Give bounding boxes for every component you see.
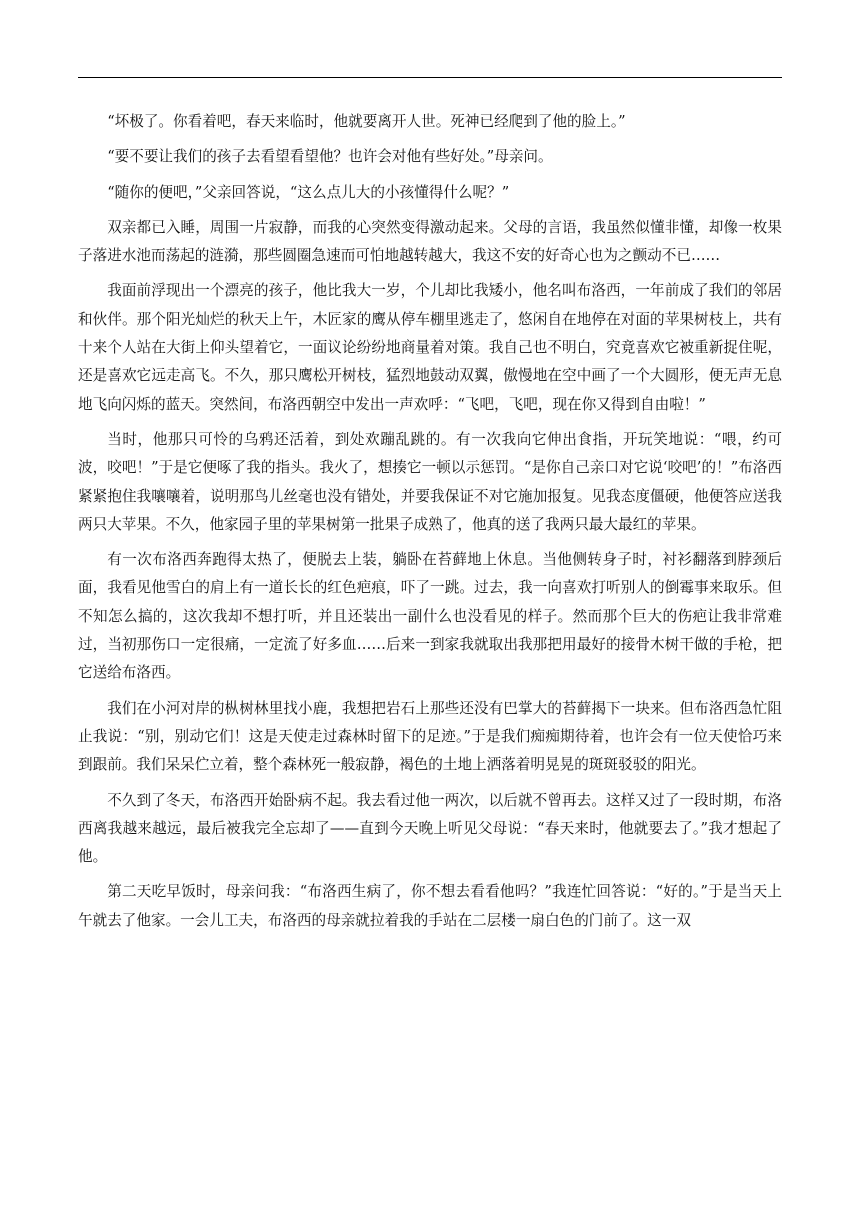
paragraph: “坏极了。你看着吧，春天来临时，他就要离开人世。死神已经爬到了他的脸上。” <box>107 113 626 130</box>
paragraph: “随你的便吧，”父亲回答说，“这么点儿大的小孩懂得什么呢？” <box>107 183 510 201</box>
paragraph: 第二天吃早饭时，母亲问我：“布洛西生病了，你不想去看看他吗？”我连忙回答说：“好的。”于是当天上午就去了他家。一会儿工夫，布洛西的母亲就拉着我的手站在二层楼一扇白色的门前了。这一双 <box>78 883 782 929</box>
paragraph: “要不要让我们的孩子去看望看望他？也许会对他有些好处。”母亲问。 <box>107 148 553 166</box>
body-text <box>78 108 782 935</box>
paragraph: 双亲都已入睡，周围一片寂静，而我的心突然变得激动起来。父母的言语，我虽然似懂非懂，却像一枚果子落进水池而荡起的涟漪，那些圆圈急速而可怕地越转越大，我这不安的好奇心也为之颤动不已…… <box>78 218 782 265</box>
header-rule <box>78 77 782 78</box>
paragraph: 我们在小河对岸的枞树林里找小鹿，我想把岩石上那些还没有巴掌大的苔藓揭下一块来。但布洛西急忙阻止我说：“别，别动它们！这是天使走过森林时留下的足迹。”于是我们痴痴期待着，也许会有一位天使恰巧来到跟前。我们呆呆伫立着，整个森林死一般寂静，褐色的土地上洒落着明晃晃的斑斑驳驳的阳光。 <box>78 699 782 774</box>
paragraph: 我面前浮现出一个漂亮的孩子，他比我大一岁，个儿却比我矮小，他名叫布洛西，一年前成了我们的邻居和伙伴。那个阳光灿烂的秋天上午，木匠家的鹰从停车棚里逃走了，悠闲自在地停在对面的苹果树枝上，共有十来个人站在大街上仰头望着它，一面议论纷纷地商量着对策。我自己也不明白，究竟喜欢它被重新捉住呢，还是喜欢它远走高飞。不久，那只鹰松开树枝，猛烈地鼓动双翼，傲慢地在空中画了一个大圆形，便无声无息地飞向闪烁的蓝天。突然间，布洛西朝空中发出一声欢呼：“飞吧，飞吧，现在你又得到自由啦！” <box>78 282 782 413</box>
paragraph: 当时，他那只可怜的乌鸦还活着，到处欢蹦乱跳的。有一次我向它伸出食指，开玩笑地说：“喂，约可波，咬吧！”于是它便啄了我的指头。我火了，想揍它一顿以示惩罚。“是你自己亲口对它说‘咬吧’的！”布洛西紧紧抱住我嚷嚷着，说明那鸟儿丝毫也没有错处，并要我保证不对它施加报复。见我态度僵硬，他便答应送我两只大苹果。不久，他家园子里的苹果树第一批果子成熟了，他真的送了我两只最大最红的苹果。 <box>78 430 782 533</box>
paragraph: 不久到了冬天，布洛西开始卧病不起。我去看过他一两次，以后就不曾再去。这样又过了一段时期，布洛西离我越来越远，最后被我完全忘却了——直到今天晚上听见父母说：“春天来时，他就要去了。”我才想起了他。 <box>78 791 782 866</box>
paragraph: 有一次布洛西奔跑得太热了，便脱去上装，躺卧在苔藓地上休息。当他侧转身子时，衬衫翻落到脖颈后面，我看见他雪白的肩上有一道长长的红色疤痕，吓了一跳。过去，我一向喜欢打听别人的倒霉事来取乐。但不知怎么搞的，这次我却不想打听，并且还装出一副什么也没看见的样子。然而那个巨大的伤疤让我非常难过，当初那伤口一定很痛，一定流了好多血……后来一到家我就取出我那把用最好的接骨木树干做的手枪，把它送给布洛西。 <box>78 551 782 682</box>
